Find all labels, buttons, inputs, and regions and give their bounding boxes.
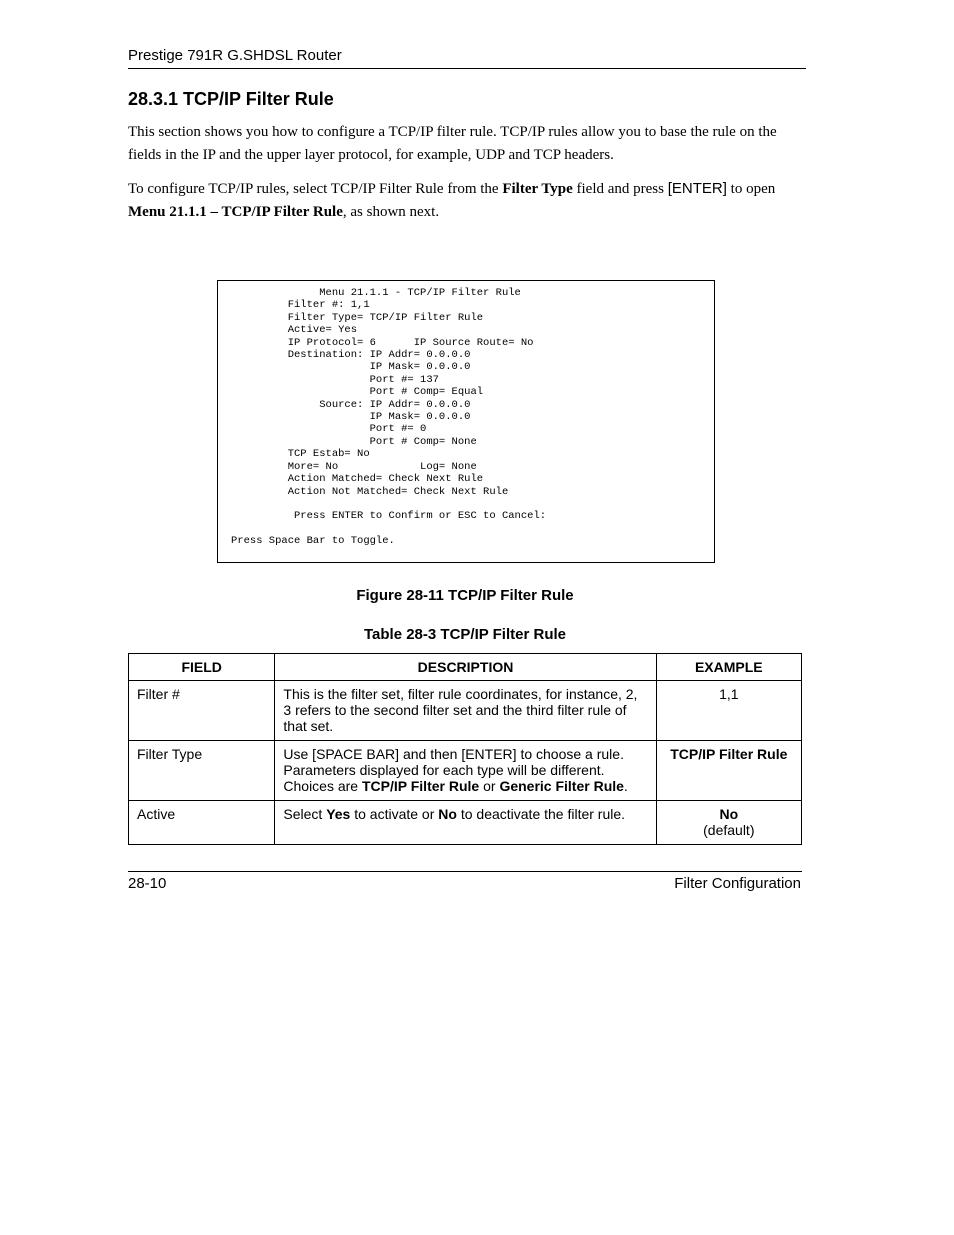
figure-caption: Figure 28-11 TCP/IP Filter Rule (356, 587, 574, 604)
column-header-example: EXAMPLE (656, 654, 801, 681)
field-cell: Filter Type (129, 741, 275, 801)
field-cell: Active (129, 801, 275, 845)
terminal-text: Menu 21.1.1 - TCP/IP Filter Rule Filter #: 1,1 Filter Type= TCP/IP Filter Rule Active= Yes IP Protocol= 6 IP Source Route= No Destination: IP Addr= 0.0.0.0 IP Mask= 0.0.0.0 Port #= 137 Port # Comp= Equal Source: IP Addr= 0.0.0.0 IP Mask= 0.0.0.0 Port #= 0 Port # Comp= None TCP Estab= No More= No Log= None Action Matched= Check Next Rule Action Not Matched= Check Next Rule Press ENTER to Confirm or ESC to Cancel: Press Space Bar to Toggle. (231, 287, 547, 548)
column-header-description: DESCRIPTION (275, 654, 656, 681)
column-header-field: FIELD (129, 654, 275, 681)
header-rule (128, 68, 806, 69)
table-header-row (129, 654, 802, 681)
chapter-title: Filter Configuration (674, 875, 801, 892)
running-header: Prestige 791R G.SHDSL Router (128, 47, 342, 64)
description-cell: Select Yes to activate or No to deactivate the filter rule. (275, 801, 656, 845)
table-row (129, 801, 802, 845)
terminal-screen (217, 280, 715, 563)
description-cell: Use [SPACE BAR] and then [ENTER] to choose a rule. Parameters displayed for each type will be different. Choices are TCP/IP Filter Rule or Generic Filter Rule. (275, 741, 656, 801)
table-caption: Table 28-3 TCP/IP Filter Rule (363, 626, 566, 643)
example-cell: TCP/IP Filter Rule (656, 741, 801, 801)
filter-rule-table (128, 653, 802, 845)
section-title: 28.3.1 TCP/IP Filter Rule (128, 89, 334, 109)
example-cell: 1,1 (656, 681, 801, 741)
table-row (129, 741, 802, 801)
enter-key: [ENTER] (667, 180, 727, 197)
instruction-paragraph: To configure TCP/IP rules, select TCP/IP Filter Rule from the Filter Type field and press [ENTER] to open Menu 21.1.1 – TCP/IP Filter Rule, as shown next. (128, 180, 776, 220)
filter-type-term: Filter Type (502, 181, 573, 197)
intro-paragraph: This section shows you how to configure a TCP/IP filter rule. TCP/IP rules allow you to base the rule on the fields in the IP and the upper layer protocol, for example, UDP and TCP headers. (128, 124, 777, 163)
page-number: 28-10 (128, 875, 167, 892)
footer-rule (128, 871, 802, 872)
example-cell: No (default) (656, 801, 801, 845)
field-cell: Filter # (129, 681, 275, 741)
description-cell: This is the filter set, filter rule coordinates, for instance, 2, 3 refers to the second filter set and the third filter rule of that set. (275, 681, 656, 741)
table-row (129, 681, 802, 741)
menu-reference: Menu 21.1.1 – TCP/IP Filter Rule (128, 204, 343, 220)
